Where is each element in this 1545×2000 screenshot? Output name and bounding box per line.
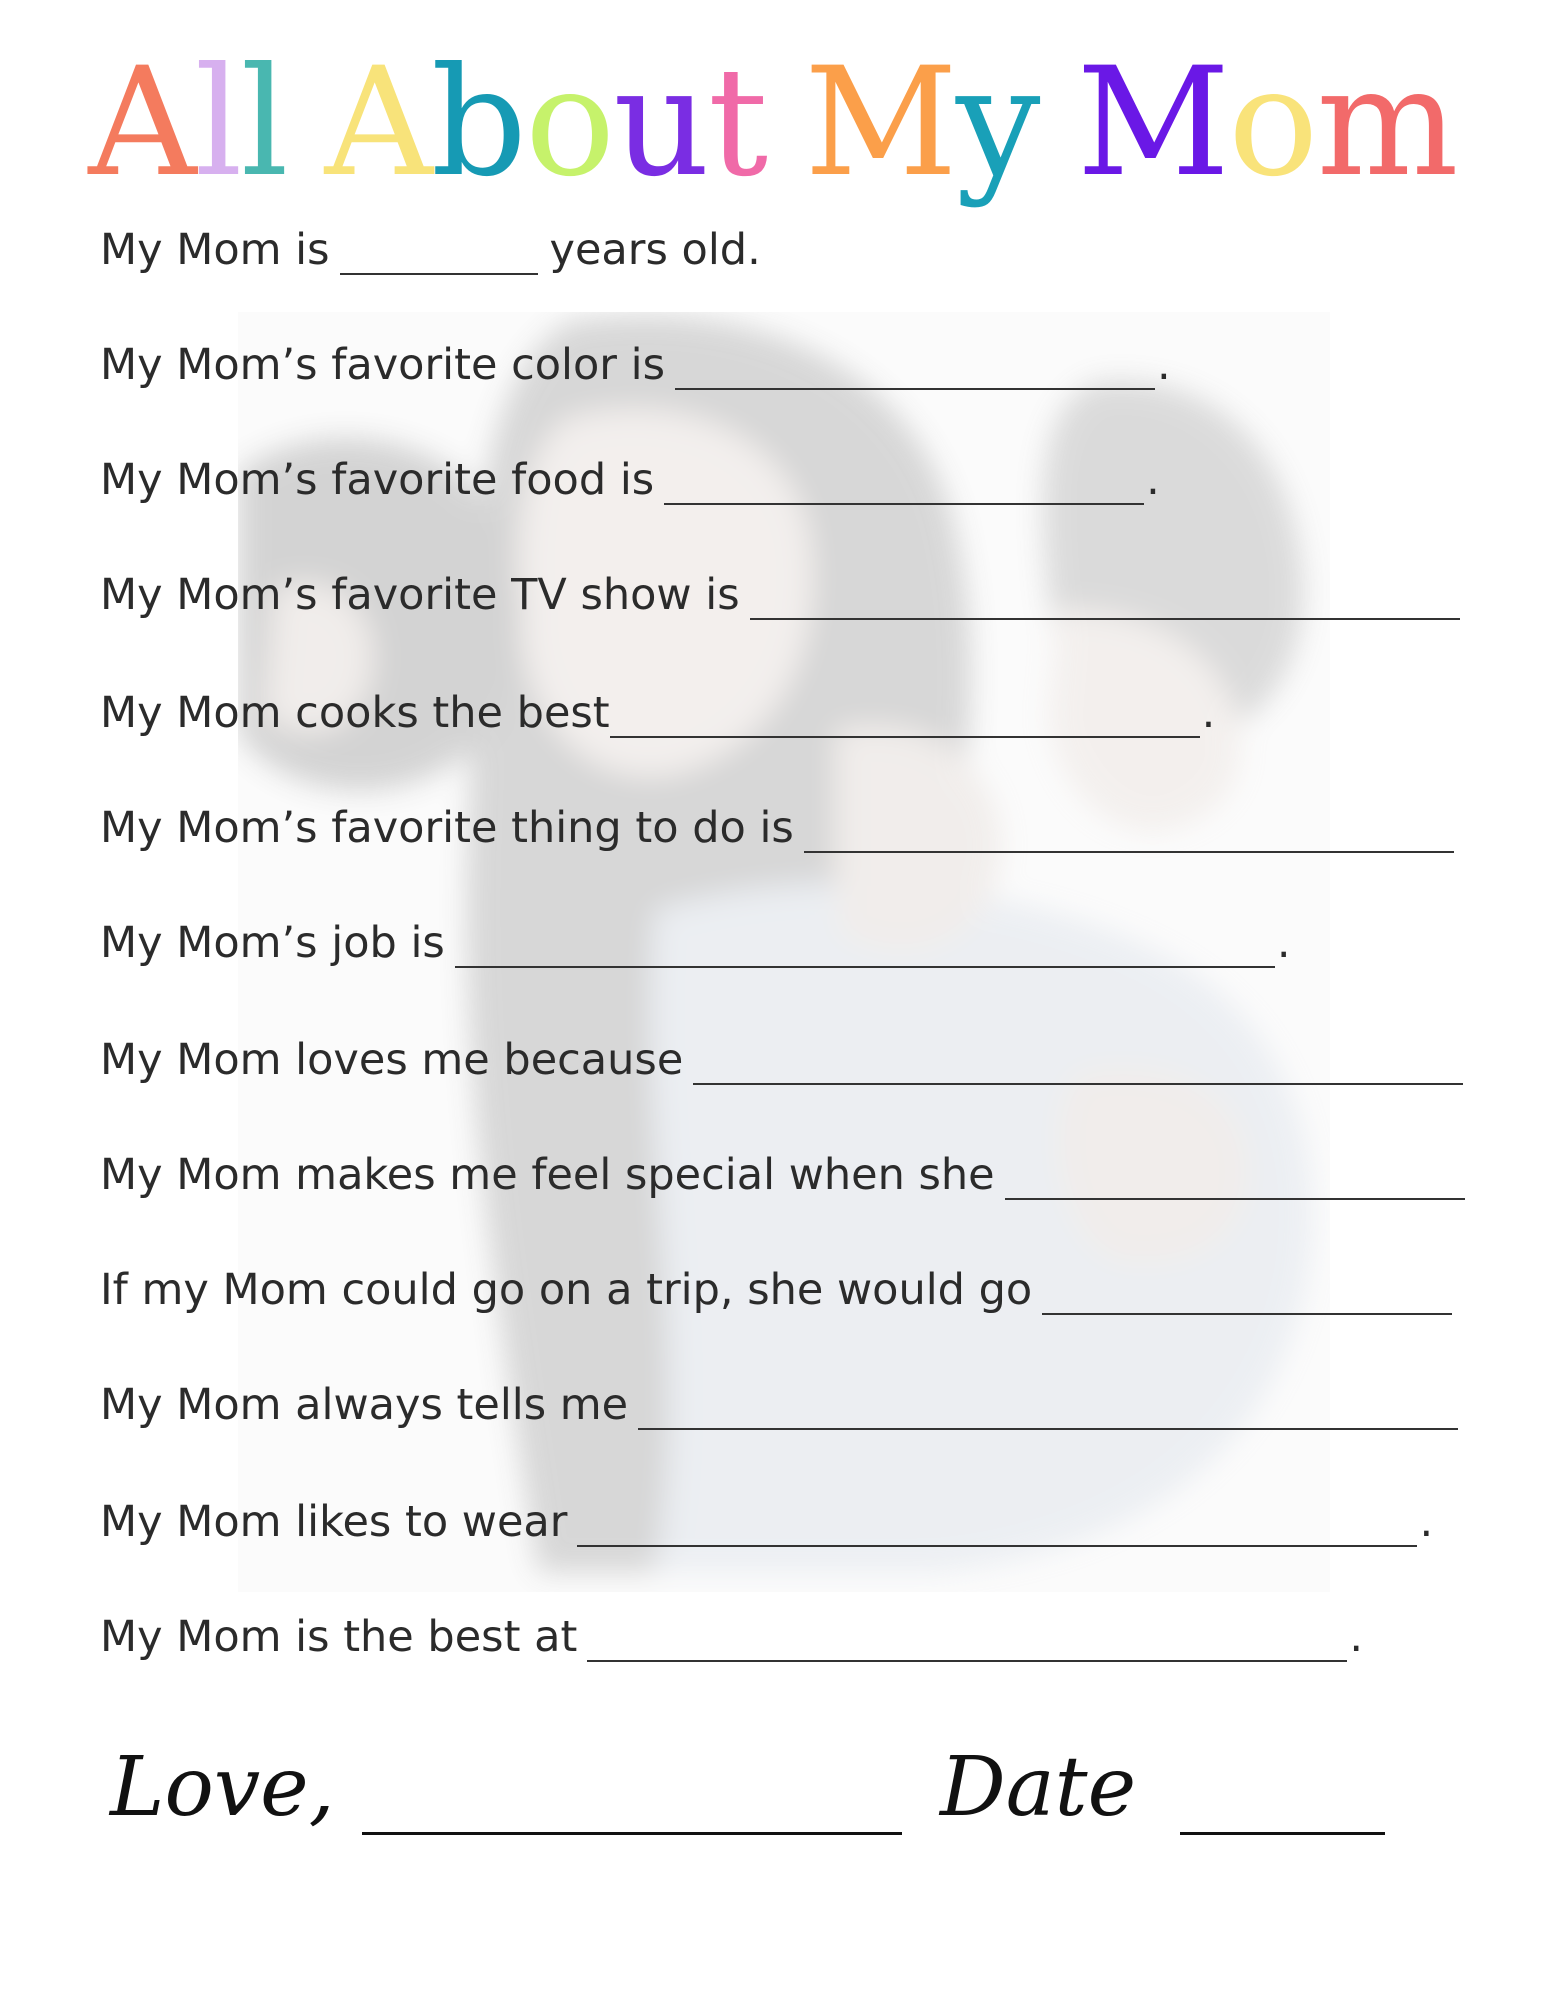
title-letter: A xyxy=(88,36,195,210)
prompt-ending: . xyxy=(1276,918,1291,968)
prompt-text: My Mom loves me because xyxy=(100,1035,684,1085)
answer-blank[interactable] xyxy=(587,1620,1347,1662)
prompt-text: My Mom’s favorite thing to do is xyxy=(100,803,794,853)
prompt-text: My Mom’s job is xyxy=(100,918,445,968)
title-letter: l xyxy=(240,36,287,210)
answer-blank[interactable] xyxy=(664,463,1144,505)
prompt-line xyxy=(100,1150,1467,1200)
prompt-line xyxy=(100,225,761,275)
title-letter: b xyxy=(430,36,525,210)
prompt-text: My Mom is the best at xyxy=(100,1612,578,1662)
prompt-line xyxy=(100,455,1160,505)
date-label: Date xyxy=(940,1740,1137,1835)
prompt-ending: . xyxy=(1157,340,1171,390)
prompt-ending: . xyxy=(1201,688,1216,738)
title-letter: y xyxy=(955,36,1039,210)
prompt-text: My Mom makes me feel special when she xyxy=(100,1150,995,1200)
answer-blank[interactable] xyxy=(577,1505,1417,1547)
prompt-line xyxy=(100,1035,1465,1085)
signature-area xyxy=(110,1740,1410,1850)
prompt-line xyxy=(100,1497,1433,1547)
prompt-ending: . xyxy=(1146,455,1160,505)
title-letter: l xyxy=(194,36,241,210)
answer-blank[interactable] xyxy=(675,348,1155,390)
title-letter: o xyxy=(1228,36,1317,210)
love-label: Love, xyxy=(110,1740,335,1835)
prompt-ending: . xyxy=(1419,1497,1434,1547)
title-letter: o xyxy=(524,36,614,210)
title-letter: m xyxy=(1316,36,1457,210)
prompt-line xyxy=(100,340,1171,390)
prompt-line xyxy=(100,803,1456,853)
prompt-line xyxy=(100,1380,1460,1430)
answer-blank[interactable] xyxy=(693,1043,1463,1085)
prompt-line xyxy=(100,918,1291,968)
prompt-ending: . xyxy=(1349,1612,1363,1662)
love-name-blank[interactable] xyxy=(362,1832,902,1835)
prompt-text: My Mom likes to wear xyxy=(100,1497,568,1547)
prompt-text: My Mom is xyxy=(100,225,330,275)
prompt-text: My Mom always tells me xyxy=(100,1380,629,1430)
title-letter: M xyxy=(804,36,956,210)
answer-blank[interactable] xyxy=(1042,1273,1452,1315)
prompt-ending: years old. xyxy=(549,225,761,275)
prompt-text: My Mom’s favorite color is xyxy=(100,340,666,390)
date-blank[interactable] xyxy=(1180,1832,1385,1835)
title-letter: A xyxy=(324,36,431,210)
prompt-line xyxy=(100,1612,1363,1662)
page-title xyxy=(0,36,1545,210)
answer-blank[interactable] xyxy=(804,811,1454,853)
prompt-line xyxy=(100,1265,1454,1315)
prompt-line xyxy=(100,570,1462,620)
prompt-text: My Mom’s favorite food is xyxy=(100,455,655,505)
title-letter: M xyxy=(1076,36,1229,210)
prompt-text: My Mom cooks the best xyxy=(100,688,610,738)
answer-blank[interactable] xyxy=(340,233,538,275)
prompt-text: If my Mom could go on a trip, she would go xyxy=(100,1265,1033,1315)
answer-blank[interactable] xyxy=(1005,1158,1465,1200)
prompt-line xyxy=(100,688,1215,738)
title-letter: t xyxy=(707,36,767,210)
answer-blank[interactable] xyxy=(455,926,1275,968)
answer-blank[interactable] xyxy=(610,696,1200,738)
answer-blank[interactable] xyxy=(638,1388,1458,1430)
answer-blank[interactable] xyxy=(750,578,1460,620)
prompt-text: My Mom’s favorite TV show is xyxy=(100,570,740,620)
title-letter: u xyxy=(613,36,708,210)
